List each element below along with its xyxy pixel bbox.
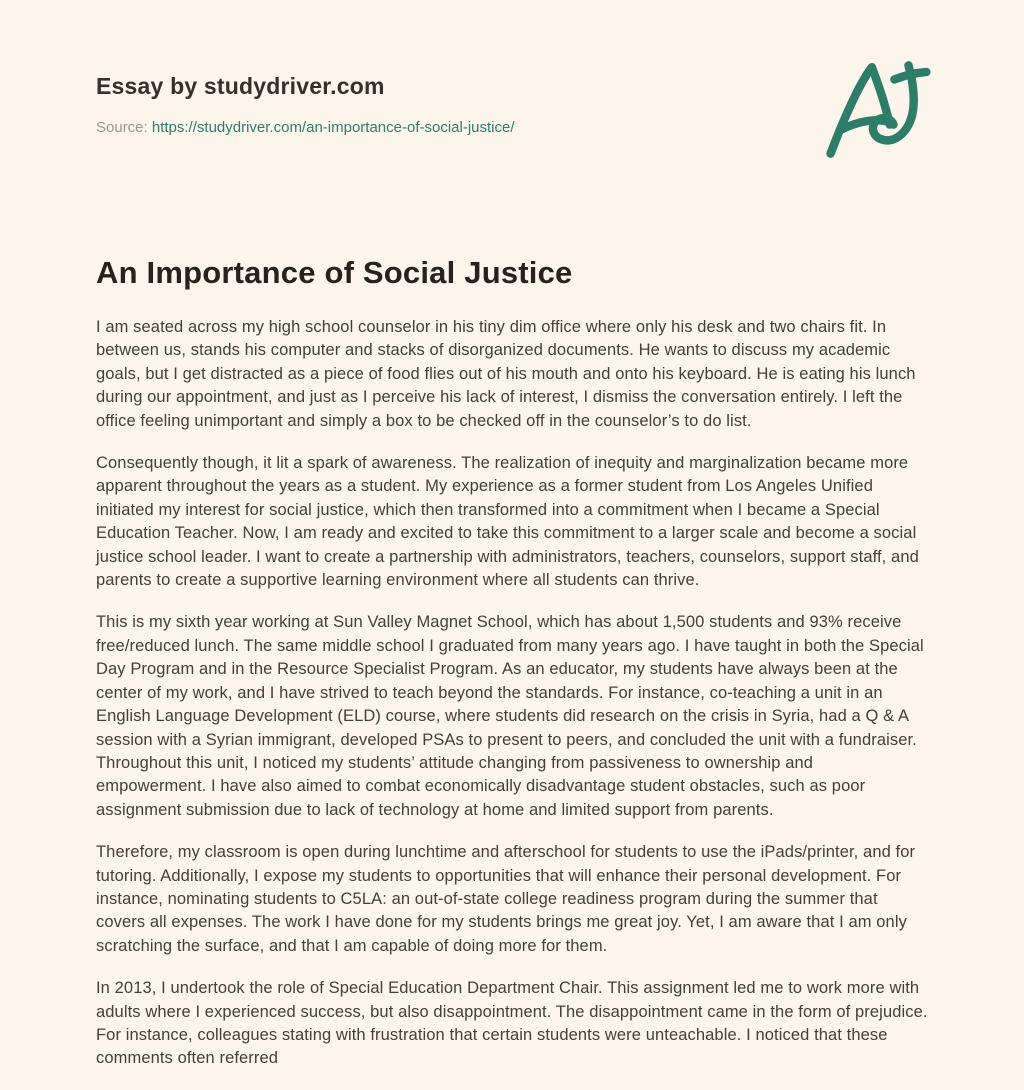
- source-label: Source:: [96, 119, 148, 136]
- essay-paragraph-1: I am seated across my high school counselor in his tiny dim office where only his desk and two chairs fit. In between us, stands his computer and stacks of disorganized documents. He wants to discuss my academic goals, but I get distracted as a piece of food flies out of his mouth and onto his keyboard. He is eating his lunch during our appointment, and just as I perceive his lack of interest, I dismiss the conversation entirely. I left the office feeling unimportant and simply a box to be checked off in the counselor’s to do list.: [96, 318, 916, 430]
- essay-by-heading: Essay by studydriver.com: [96, 73, 385, 99]
- essay-paragraph-5: In 2013, I undertook the role of Special Education Department Chair. This assignment led me to work more with adults where I experienced success, but also disappointment. The disappointment came in the form of prejudice. For instance, colleagues stating with frustration that certain students were unteachable. I noticed that these comments often referred: [96, 979, 928, 1068]
- essay-paragraph-2: Consequently though, it lit a spark of awareness. The realization of inequity and marginalization became more apparent throughout the years as a student. My experience as a former student from Los Angeles Unified initiated my interest for social justice, which then transformed into a commitment when I became a Special Education Teacher. Now, I am ready and excited to take this commitment to a larger scale and become a social justice school leader. I want to create a partnership with administrators, teachers, counselors, support staff, and parents to create a supportive learning environment where all students can thrive.: [96, 454, 919, 590]
- article-title: An Importance of Social Justice: [96, 255, 573, 290]
- source-url-link[interactable]: https://studydriver.com/an-importance-of-social-justice/: [151, 119, 515, 136]
- source-line: [96, 117, 928, 138]
- page-header: [96, 72, 928, 138]
- a-plus-logo-icon: [815, 56, 940, 164]
- essay-paragraph-4: Therefore, my classroom is open during lunchtime and afterschool for students to use the iPads/printer, and for tutoring. Additionally, I expose my students to opportunities that will enhance their personal development. For instance, nominating students to C5LA: an out-of-state college readiness program during the summer that covers all expenses. The work I have done for my students brings me great joy. Yet, I am aware that I am only scratching the surface, and that I am capable of doing more for them.: [96, 843, 916, 955]
- essay-body: [96, 254, 928, 1071]
- essay-paragraph-3: This is my sixth year working at Sun Valley Magnet School, which has about 1,500 students and 93% receive free/reduced lunch. The same middle school I graduated from many years ago. I have taught in both the Special Day Program and in the Resource Specialist Program. As an educator, my students have always been at the center of my work, and I have strived to teach beyond the standards. For instance, co-teaching a unit in an English Language Development (ELD) course, where students did research on the crisis in Syria, had a Q & A session with a Syrian immigrant, developed PSAs to present to peers, and concluded the unit with a fundraiser. Throughout this unit, I noticed my students’ attitude changing from passiveness to ownership and empowerment. I have also aimed to combat economically disadvantage student obstacles, such as poor assignment submission due to lack of technology at home and limited support from parents.: [96, 613, 924, 819]
- studydriver-logo: [815, 56, 940, 164]
